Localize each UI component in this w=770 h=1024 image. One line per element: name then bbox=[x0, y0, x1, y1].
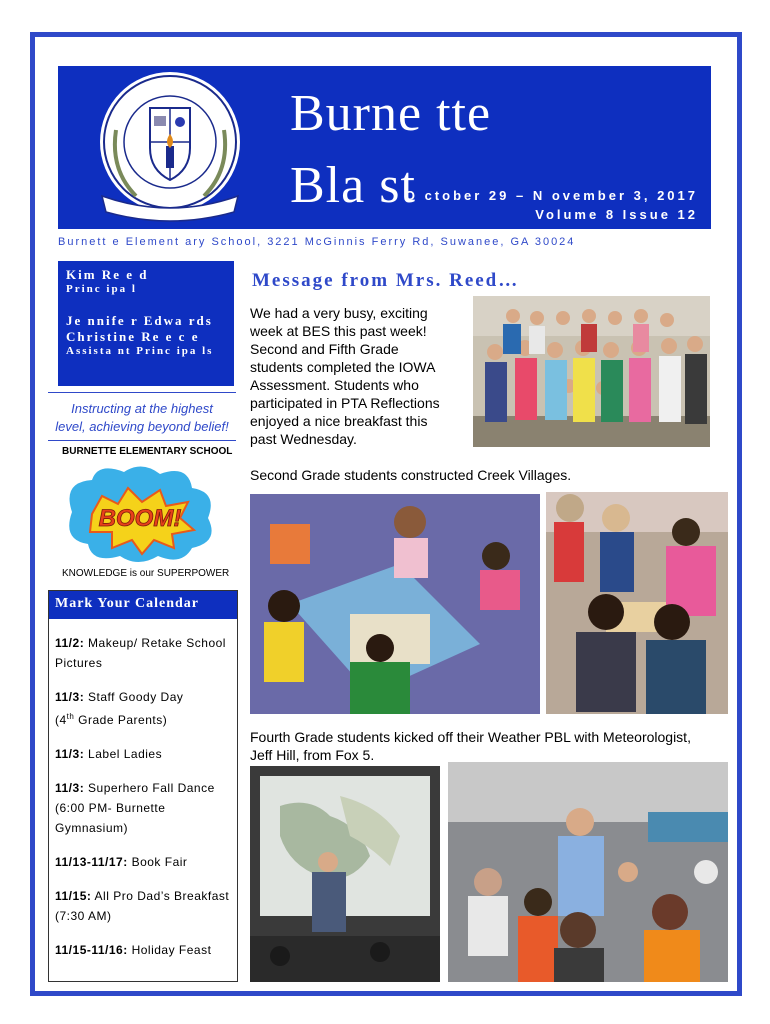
paragraph-line: week at BES this past week! bbox=[250, 323, 427, 339]
newsletter-title-line1: Burne tte bbox=[290, 85, 492, 142]
paragraph-line: students completed the IOWA bbox=[250, 359, 436, 375]
school-seal-logo bbox=[96, 70, 244, 226]
assistant-principals-role: Assista nt Princ ipa ls bbox=[66, 345, 214, 357]
message-title: Message from Mrs. Reed… bbox=[252, 270, 520, 291]
message-paragraph bbox=[250, 304, 465, 448]
calendar-title: Mark Your Calendar bbox=[49, 591, 237, 619]
calendar-event: All Pro Dad’s Breakfast (7:30 AM) bbox=[55, 889, 230, 923]
calendar-event-sup: th bbox=[66, 712, 75, 721]
photo-creek-villages bbox=[250, 494, 540, 714]
calendar-item bbox=[49, 778, 237, 838]
calendar-item bbox=[49, 940, 237, 960]
boom-caption-top: BURNETTE ELEMENTARY SCHOOL bbox=[62, 446, 233, 457]
volume-issue: Volume 8 Issue 12 bbox=[535, 207, 698, 222]
boom-caption-bottom: KNOWLEDGE is our SUPERPOWER bbox=[62, 568, 230, 579]
caption-creek-villages: Second Grade students constructed Creek Villages. bbox=[250, 467, 572, 483]
motto-line-2: level, achieving beyond belief! bbox=[55, 419, 229, 434]
calendar-item bbox=[49, 633, 237, 673]
paragraph-line: We had a very busy, exciting bbox=[250, 305, 428, 321]
calendar-event: Superhero Fall Dance (6:00 PM- Burnette Gymnasium) bbox=[55, 781, 215, 835]
calendar-box bbox=[48, 590, 238, 982]
staff-box bbox=[58, 261, 234, 386]
divider bbox=[48, 392, 236, 393]
divider bbox=[48, 440, 236, 441]
calendar-event: Book Fair bbox=[131, 855, 188, 869]
boom-burst-graphic bbox=[62, 462, 218, 567]
paragraph-line: enjoyed a nice breakfast this bbox=[250, 413, 428, 429]
issue-dates: O ctober 29 – N ovember 3, 2017 bbox=[404, 188, 698, 203]
newsletter-title-line2: Bla st bbox=[290, 157, 416, 214]
calendar-event: Staff Goody Day bbox=[88, 690, 184, 704]
assistant-principal-1: Je nnife r Edwa rds bbox=[66, 313, 213, 328]
school-address: Burnett e Element ary School, 3221 McGinnis Ferry Rd, Suwanee, GA 30024 bbox=[58, 236, 576, 248]
calendar-date: 11/3: bbox=[55, 781, 85, 795]
calendar-date: 11/15-11/16: bbox=[55, 943, 128, 957]
paragraph-line: past Wednesday. bbox=[250, 431, 357, 447]
paragraph-line: participated in PTA Reflections bbox=[250, 395, 440, 411]
motto-line-1: Instructing at the highest bbox=[71, 401, 213, 416]
calendar-date: 11/3: bbox=[55, 747, 85, 761]
calendar-item bbox=[49, 687, 237, 730]
calendar-date: 11/15: bbox=[55, 889, 92, 903]
calendar-date: 11/3: bbox=[55, 690, 85, 704]
photo-students-with-meteorologist bbox=[448, 762, 728, 982]
photo-meteorologist-presenting bbox=[250, 766, 440, 982]
calendar-date: 11/13-11/17: bbox=[55, 855, 128, 869]
photo-students-group bbox=[473, 296, 710, 447]
calendar-event: Label Ladies bbox=[88, 747, 163, 761]
paragraph-line: Second and Fifth Grade bbox=[250, 341, 399, 357]
calendar-event: Makeup/ Retake School Pictures bbox=[55, 636, 226, 670]
calendar-item bbox=[49, 852, 237, 872]
boom-word: BOOM! bbox=[98, 505, 182, 532]
calendar-item bbox=[49, 886, 237, 926]
assistant-principal-2: Christine Re e c e bbox=[66, 329, 200, 344]
principal-name: Kim Re e d bbox=[66, 267, 149, 282]
caption-weather-pbl bbox=[250, 728, 730, 764]
caption-line: Jeff Hill, from Fox 5. bbox=[250, 747, 375, 763]
calendar-date: 11/2: bbox=[55, 636, 85, 650]
school-motto bbox=[44, 400, 240, 436]
paragraph-line: Assessment. Students who bbox=[250, 377, 419, 393]
calendar-event-detail: Grade Parents) bbox=[74, 713, 168, 727]
caption-line: Fourth Grade students kicked off their Weather PBL with Meteorologist, bbox=[250, 729, 691, 745]
calendar-event: Holiday Feast bbox=[131, 943, 212, 957]
photo-students-building bbox=[546, 492, 728, 714]
calendar-item bbox=[49, 744, 237, 764]
principal-role: Princ ipa l bbox=[66, 283, 137, 295]
calendar-event-detail: (4 bbox=[55, 713, 67, 727]
